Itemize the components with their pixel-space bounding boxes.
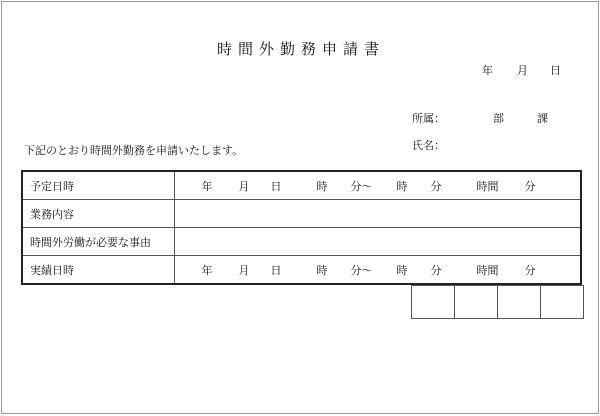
name-label: 氏名： <box>412 139 445 152</box>
actual-year-unit: 年 <box>201 263 213 277</box>
planned-start-hour-unit: 時 <box>316 179 328 193</box>
intro-text: 下記のとおり時間外勤務を申請いたします。 <box>24 144 244 157</box>
work-content-label: 業務内容 <box>22 200 174 228</box>
actual-minutes-unit: 分 <box>524 263 536 277</box>
actual-day-unit: 日 <box>270 263 282 277</box>
planned-start-minute-unit: 分～ <box>350 179 373 193</box>
approval-stamp-boxes <box>411 285 584 319</box>
department-unit: 部 <box>493 112 504 125</box>
stamp-box[interactable] <box>412 286 455 319</box>
actual-datetime-label: 実績日時 <box>22 256 174 285</box>
stamp-box[interactable] <box>455 286 498 319</box>
table-row <box>22 256 581 285</box>
request-table <box>21 170 582 285</box>
table-row <box>22 200 581 228</box>
planned-month-unit: 月 <box>238 179 250 193</box>
overtime-reason-field[interactable] <box>174 228 581 256</box>
work-content-field[interactable] <box>174 200 581 228</box>
date-month-label: 月 <box>517 64 528 77</box>
form-title: 時間外勤務申請書 <box>216 40 385 58</box>
actual-hours-unit: 時間 <box>476 263 499 277</box>
planned-hours-unit: 時間 <box>476 179 499 193</box>
application-form <box>1 1 599 414</box>
planned-end-minute-unit: 分 <box>430 179 442 193</box>
actual-start-hour-unit: 時 <box>316 263 328 277</box>
actual-end-hour-unit: 時 <box>396 263 408 277</box>
table-row <box>22 171 581 200</box>
actual-month-unit: 月 <box>238 263 250 277</box>
planned-end-hour-unit: 時 <box>396 179 408 193</box>
actual-end-minute-unit: 分 <box>430 263 442 277</box>
planned-datetime-field[interactable] <box>174 171 581 200</box>
planned-minutes-unit: 分 <box>524 179 536 193</box>
overtime-reason-label: 時間外労働が必要な事由 <box>22 228 174 256</box>
stamp-box[interactable] <box>498 286 541 319</box>
stamp-box[interactable] <box>541 286 584 319</box>
actual-datetime-field[interactable] <box>174 256 581 285</box>
date-day-label: 日 <box>550 64 561 77</box>
section-unit: 課 <box>537 112 548 125</box>
actual-start-minute-unit: 分～ <box>350 263 373 277</box>
planned-year-unit: 年 <box>201 179 213 193</box>
department-label: 所属： <box>412 112 445 125</box>
planned-datetime-label: 予定日時 <box>22 171 174 200</box>
planned-day-unit: 日 <box>270 179 282 193</box>
table-row <box>22 228 581 256</box>
date-year-label: 年 <box>482 64 493 77</box>
